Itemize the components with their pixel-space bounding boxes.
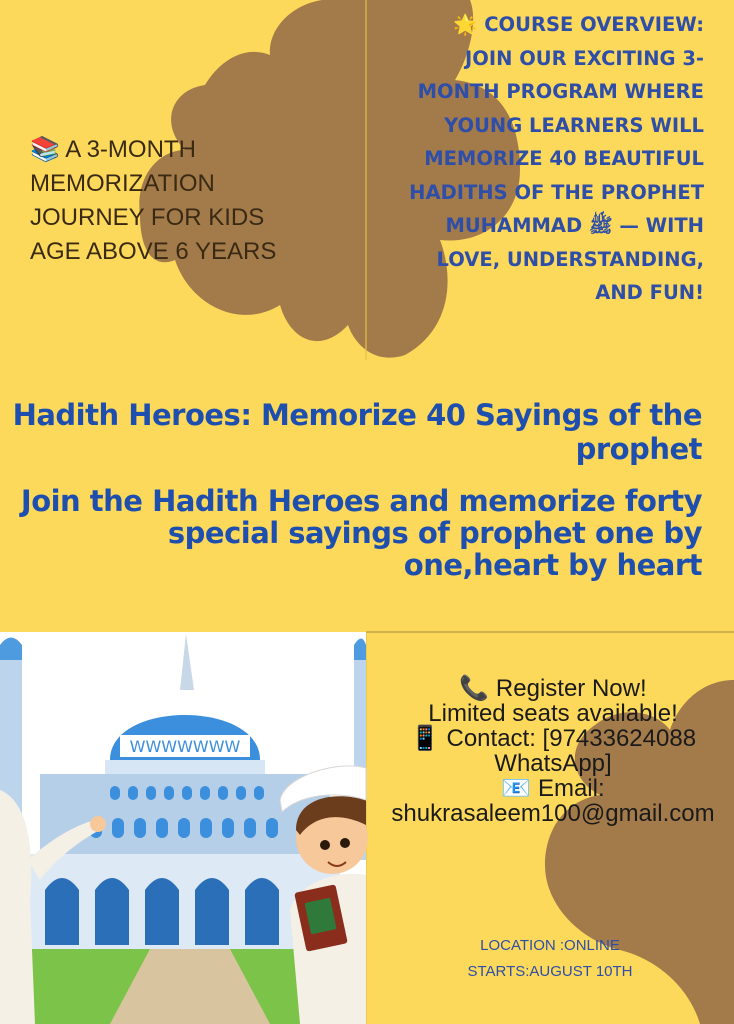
phone-handset-icon: 📞: [459, 675, 490, 702]
star-icon: 🌟: [453, 13, 478, 36]
intro-text-block: [30, 133, 300, 269]
contact-block: [375, 676, 731, 826]
email-label: Email:: [537, 775, 605, 802]
limited-seats-text: Limited seats available!: [428, 700, 678, 727]
course-overview-text: COURSE OVERVIEW: JOIN OUR EXCITING 3-MONTH PROGRAM WHERE YOUNG LEARNERS WILL MEMORIZE 40 BEAUTIFUL HADITHS OF THE PROPHET MUHAMMAD ﷺ — WITH LOVE, UNDERSTANDING, AND FUN!: [409, 13, 704, 304]
contact-number: Contact: [97433624088 WhatsApp]: [446, 725, 697, 777]
email-address: shukrasaleem100@gmail.com: [391, 800, 715, 827]
course-overview-block: [404, 8, 704, 310]
email-icon: 📧: [501, 775, 532, 802]
start-date-text: STARTS:AUGUST 10TH: [467, 963, 633, 980]
books-icon: 📚: [30, 136, 60, 163]
svg-text:WWWWWWW: WWWWWWW: [129, 737, 241, 756]
mosque-illustration: [0, 632, 368, 1024]
headline-title: Hadith Heroes: Memorize 40 Sayings of the prophet: [12, 398, 702, 466]
contact-line: [375, 726, 731, 776]
register-line: [375, 676, 731, 701]
event-info-block: [430, 933, 670, 985]
location-text: LOCATION :ONLINE: [480, 937, 620, 954]
register-now-text: Register Now!: [495, 675, 647, 702]
headline-subtitle: Join the Hadith Heroes and memorize forty special sayings of prophet one by one,heart by heart: [20, 484, 702, 582]
mobile-phone-icon: 📱: [409, 725, 440, 752]
email-label-line: [375, 776, 731, 801]
intro-text: A 3-MONTH MEMORIZATION JOURNEY FOR KIDS AGE ABOVE 6 YEARS: [30, 136, 277, 265]
